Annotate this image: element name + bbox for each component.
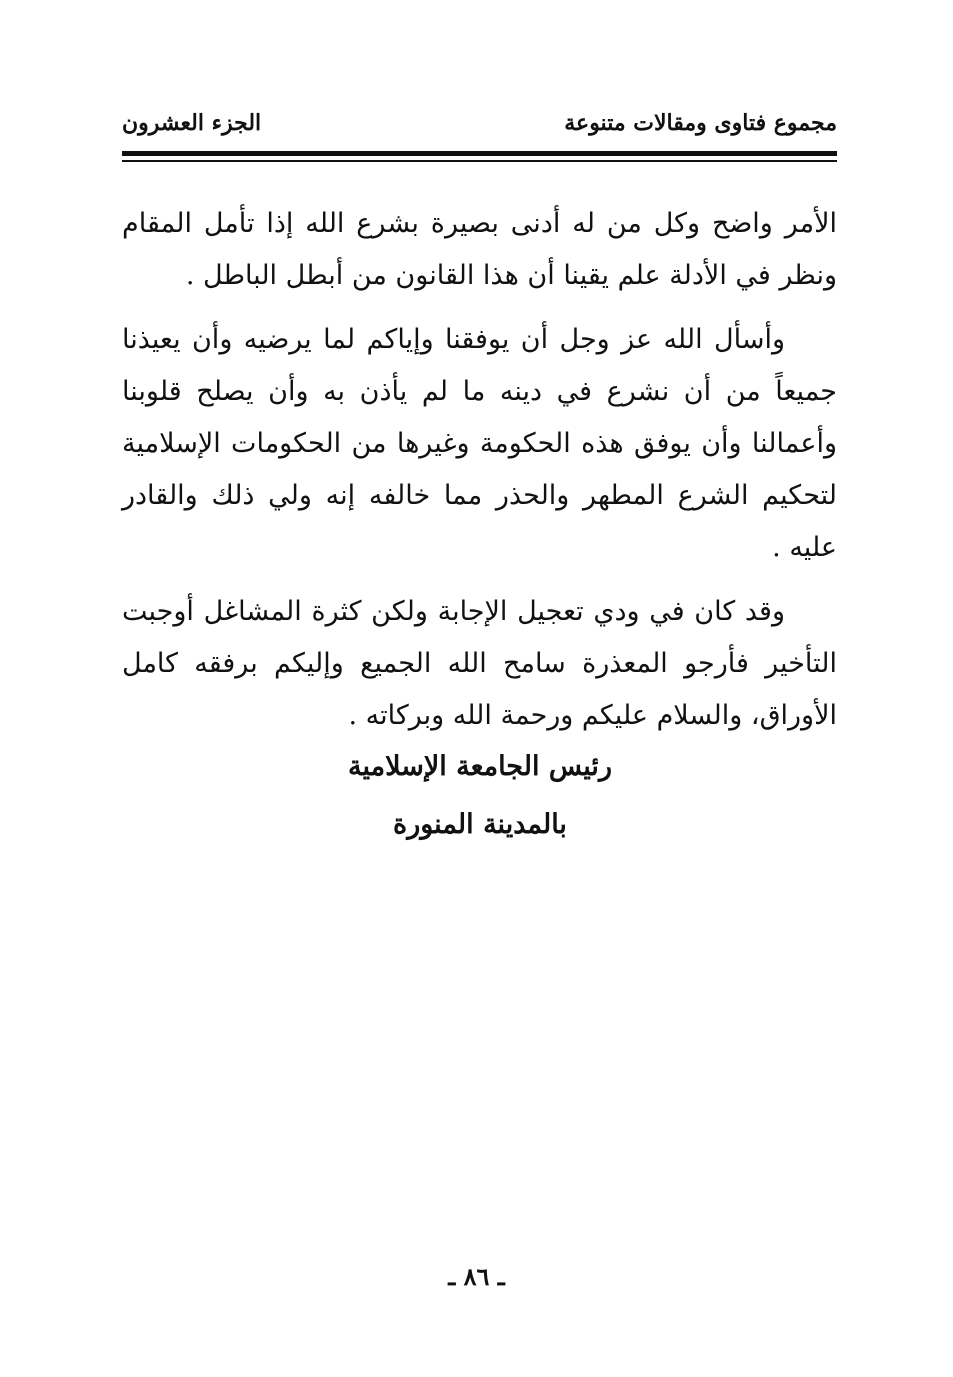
body-text (122, 198, 837, 754)
running-header (122, 110, 837, 150)
header-rule-thin (122, 160, 837, 162)
signature-block (300, 738, 660, 854)
paragraph: وأسأل الله عز وجل أن يوفقنا وإياكم لما يرضيه وأن يعيذنا جميعاً من أن نشرع في دينه ما لم يأذن به وأن يصلح قلوبنا وأعمالنا وأن يوفق هذه الحكومة وغيرها من الحكومات الإسلامية لتحكيم الشرع المطهر والحذر مما خالفه إنه ولي ذلك والقادر عليه . (122, 324, 837, 563)
paragraph: الأمر واضح وكل من له أدنى بصيرة بشرع الله إذا تأمل المقام ونظر في الأدلة علم يقينا أن هذا القانون من أبطل الباطل . (122, 208, 837, 291)
book-title: مجموع فتاوى ومقالات متنوعة (564, 110, 837, 136)
header-rule-thick (122, 151, 837, 156)
signature-location: بالمدينة المنورة (393, 809, 567, 840)
volume-label: الجزء العشرون (122, 110, 262, 136)
page-number: ـ ٨٦ ـ (448, 1262, 505, 1291)
signature-title: رئيس الجامعة الإسلامية (348, 751, 612, 782)
paragraph: وقد كان في ودي تعجيل الإجابة ولكن كثرة المشاغل أوجبت التأخير فأرجو المعذرة سامح الله الجميع وإليكم برفقه كامل الأوراق، والسلام عليكم ورحمة الله وبركاته . (122, 596, 837, 731)
